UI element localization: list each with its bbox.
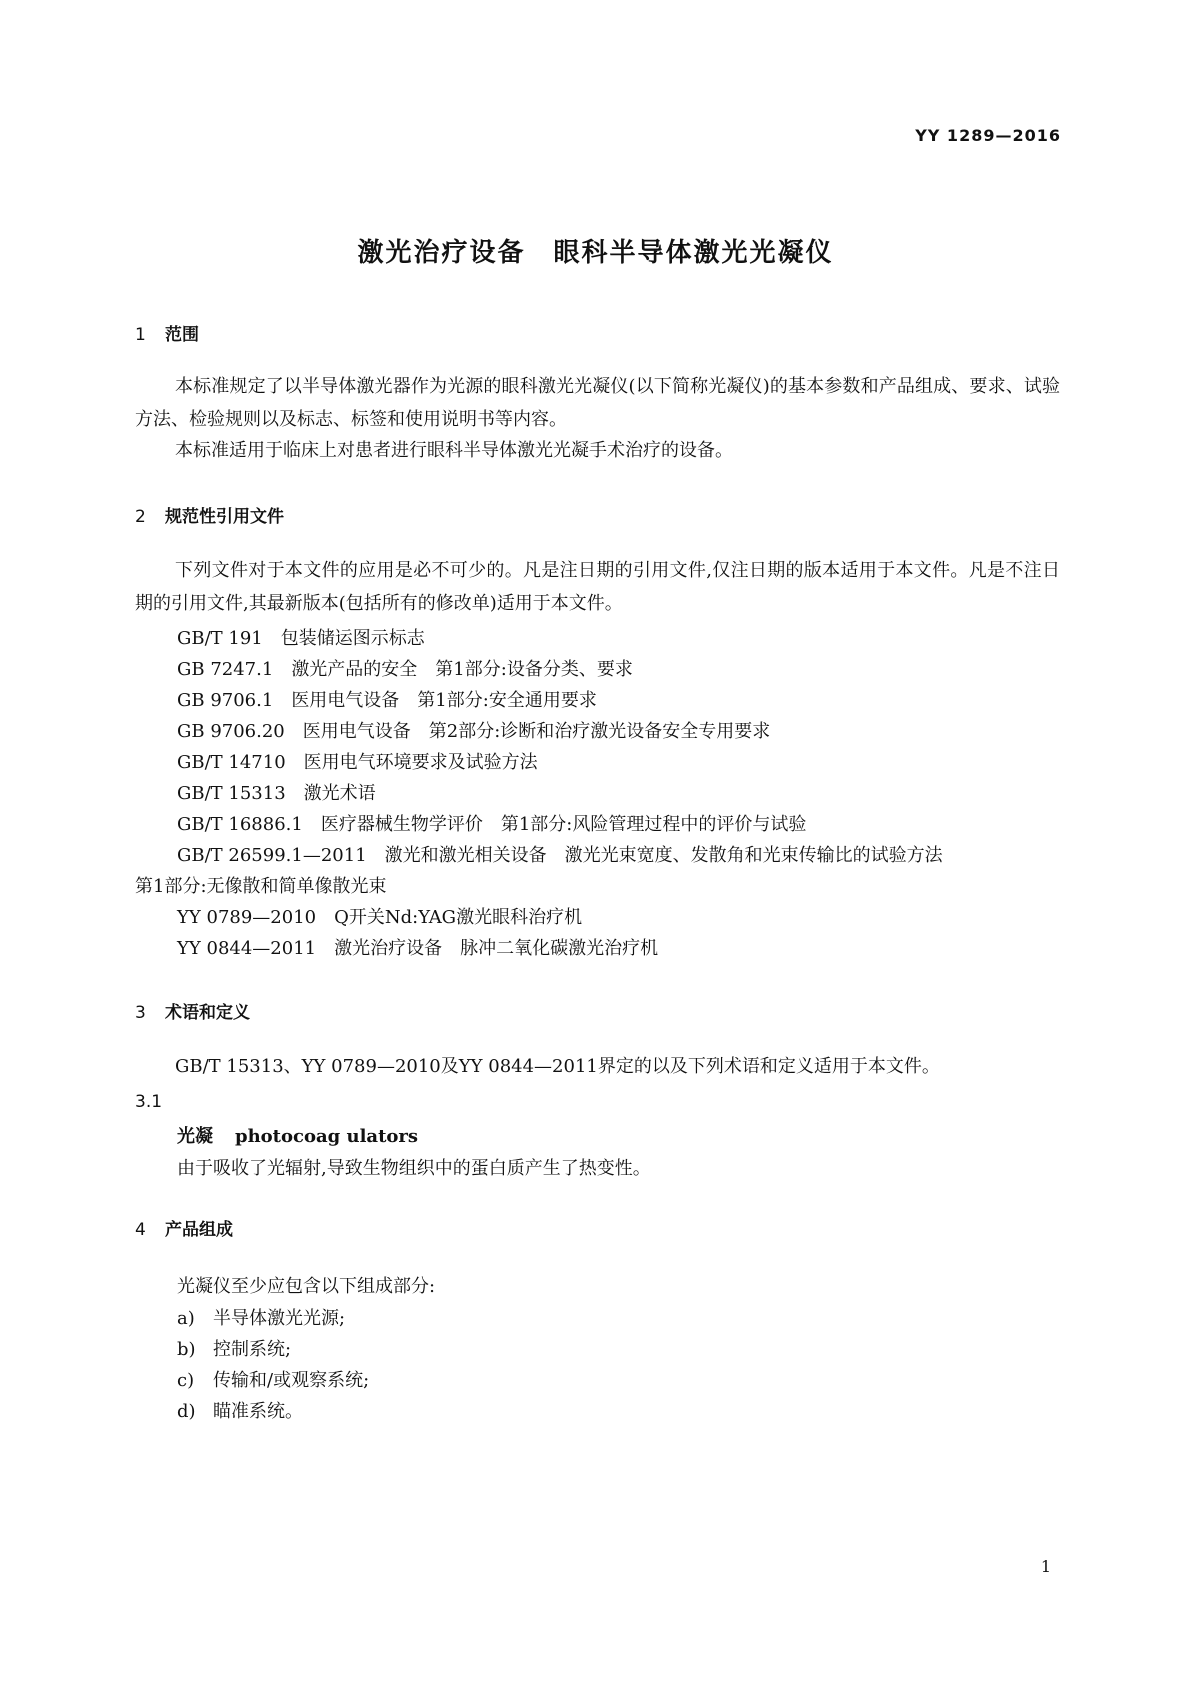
reference-item <box>177 655 633 681</box>
reference-title: 医疗器械生物学评价 第1部分:风险管理过程中的评价与试验 <box>320 814 807 835</box>
reference-code: GB/T 14710 <box>177 752 286 773</box>
reference-title: Q开关Nd:YAG激光眼科治疗机 <box>334 907 583 928</box>
section-number: 1 <box>135 325 146 345</box>
reference-code: YY 0789—2010 <box>177 907 317 928</box>
reference-item <box>177 748 538 774</box>
reference-item <box>177 903 582 929</box>
reference-item <box>177 717 770 743</box>
reference-item <box>177 810 806 836</box>
composition-item <box>177 1366 369 1392</box>
reference-code: GB/T 15313 <box>177 783 286 804</box>
reference-code: YY 0844—2011 <box>177 938 317 959</box>
terms-intro: GB/T 15313、YY 0789—2010及YY 0844—2011界定的以及下列术语和定义适用于本文件。 <box>175 1056 940 1077</box>
reference-code: GB/T 16886.1 <box>177 814 303 835</box>
references-intro: 下列文件对于本文件的应用是必不可少的。凡是注日期的引用文件,仅注日期的版本适用于本文件。凡是不注日期的引用文件,其最新版本(包括所有的修改单)适用于本文件。 <box>135 560 1060 614</box>
term-definition: 由于吸收了光辐射,导致生物组织中的蛋白质产生了热变性。 <box>177 1158 651 1179</box>
section-number: 4 <box>135 1220 146 1240</box>
reference-title: 包装储运图示标志 <box>280 628 425 649</box>
section-heading-composition <box>135 1215 233 1240</box>
subclause-number: 3.1 <box>135 1092 163 1112</box>
composition-item <box>177 1304 345 1330</box>
list-marker: d) <box>177 1401 196 1422</box>
list-marker: a) <box>177 1308 195 1329</box>
reference-code: GB/T 26599.1—2011 <box>177 845 367 866</box>
list-text: 半导体激光光源; <box>213 1308 346 1329</box>
reference-code: GB 7247.1 <box>177 659 274 680</box>
scope-paragraph-2: 本标准适用于临床上对患者进行眼科半导体激光光凝手术治疗的设备。 <box>175 440 733 461</box>
list-marker: c) <box>177 1370 195 1391</box>
reference-title: 激光术语 <box>303 783 376 804</box>
reference-code: GB 9706.1 <box>177 690 274 711</box>
list-marker: b) <box>177 1339 196 1360</box>
reference-title: 激光和激光相关设备 激光光束宽度、发散角和光束传输比的试验方法 <box>384 845 943 866</box>
section-title: 规范性引用文件 <box>165 507 284 527</box>
reference-title: 激光治疗设备 脉冲二氧化碳激光治疗机 <box>334 938 659 959</box>
list-text: 瞄准系统。 <box>213 1401 303 1422</box>
composition-item <box>177 1335 291 1361</box>
reference-title: 医用电气设备 第1部分:安全通用要求 <box>291 690 597 711</box>
document-title: 激光治疗设备 眼科半导体激光光凝仪 <box>357 238 834 268</box>
section-title: 产品组成 <box>165 1220 233 1240</box>
reference-continuation: 第1部分:无像散和简单像散光束 <box>135 876 387 897</box>
reference-item <box>177 686 597 712</box>
section-title: 术语和定义 <box>165 1003 250 1023</box>
page-number: 1 <box>1040 1557 1051 1576</box>
term-entry <box>177 1122 418 1148</box>
reference-code: GB/T 191 <box>177 628 263 649</box>
list-text: 控制系统; <box>213 1339 292 1360</box>
section-number: 3 <box>135 1003 146 1023</box>
section-heading-scope <box>135 320 199 345</box>
term-english: photocoag ulators <box>235 1126 419 1147</box>
standard-code: YY 1289—2016 <box>915 126 1061 145</box>
term-chinese: 光凝 <box>177 1126 213 1147</box>
composition-intro: 光凝仪至少应包含以下组成部分: <box>177 1276 436 1297</box>
reference-item <box>177 779 376 805</box>
reference-code: GB 9706.20 <box>177 721 285 742</box>
reference-item <box>177 934 658 960</box>
list-text: 传输和/或观察系统; <box>213 1370 370 1391</box>
reference-item <box>177 841 943 867</box>
section-heading-terms <box>135 998 250 1023</box>
section-number: 2 <box>135 507 146 527</box>
composition-item <box>177 1397 303 1423</box>
reference-title: 医用电气环境要求及试验方法 <box>303 752 538 773</box>
reference-title: 激光产品的安全 第1部分:设备分类、要求 <box>291 659 633 680</box>
reference-title: 医用电气设备 第2部分:诊断和治疗激光设备安全专用要求 <box>302 721 771 742</box>
reference-item <box>177 624 425 650</box>
section-heading-references <box>135 502 284 527</box>
section-title: 范围 <box>165 325 199 345</box>
scope-paragraph-1: 本标准规定了以半导体激光器作为光源的眼科激光光凝仪(以下简称光凝仪)的基本参数和产品组成、要求、试验方法、检验规则以及标志、标签和使用说明书等内容。 <box>135 376 1060 430</box>
